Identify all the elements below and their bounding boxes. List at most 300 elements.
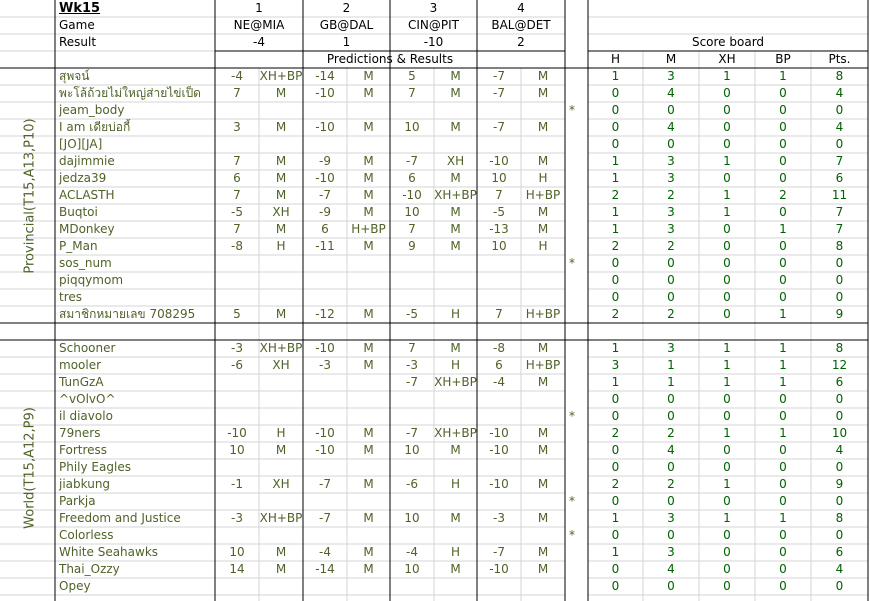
game-1-number[interactable]: 1: [255, 1, 263, 15]
game-3-outcome[interactable]: H: [450, 307, 461, 321]
score-m[interactable]: 0: [667, 528, 675, 542]
score-pts[interactable]: 8: [835, 239, 844, 253]
late-marker[interactable]: [565, 374, 579, 391]
score-m[interactable]: 2: [667, 188, 675, 202]
game-4-prediction[interactable]: -10: [489, 426, 509, 440]
game-4-prediction[interactable]: -10: [489, 154, 509, 168]
game-4-prediction[interactable]: -7: [493, 86, 505, 100]
game-4-outcome[interactable]: [521, 578, 565, 595]
score-pts[interactable]: 0: [835, 103, 844, 117]
game-4-prediction[interactable]: 10: [491, 171, 507, 185]
game-2-outcome[interactable]: [347, 391, 390, 408]
game-4-outcome[interactable]: [521, 289, 565, 306]
game-3-outcome[interactable]: M: [450, 222, 461, 236]
game-3-matchup[interactable]: CIN@PIT: [408, 18, 459, 32]
score-bp[interactable]: 0: [779, 256, 787, 270]
game-2-prediction[interactable]: [303, 578, 347, 595]
score-pts[interactable]: 0: [835, 290, 844, 304]
game-2-prediction[interactable]: -10: [315, 171, 335, 185]
score-m[interactable]: 0: [667, 290, 675, 304]
game-4-number[interactable]: 4: [517, 1, 525, 15]
game-4-outcome[interactable]: [521, 102, 565, 119]
game-4-prediction[interactable]: -5: [493, 205, 505, 219]
score-bp[interactable]: 0: [779, 545, 787, 559]
game-1-outcome[interactable]: XH: [272, 358, 290, 372]
game-1-prediction[interactable]: [215, 136, 259, 153]
game-4-outcome[interactable]: [521, 272, 565, 289]
late-marker[interactable]: [565, 272, 579, 289]
score-pts[interactable]: 4: [835, 86, 844, 100]
game-3-prediction[interactable]: [390, 136, 434, 153]
game-3-outcome[interactable]: M: [450, 171, 461, 185]
player-name[interactable]: I am เดียบ่อกี้: [59, 120, 131, 134]
game-1-outcome[interactable]: M: [275, 562, 287, 576]
score-h[interactable]: 1: [611, 205, 620, 219]
game-4-prediction[interactable]: -10: [489, 562, 509, 576]
game-1-prediction[interactable]: [215, 374, 259, 391]
game-2-prediction[interactable]: -10: [315, 426, 335, 440]
game-4-outcome[interactable]: M: [537, 477, 549, 491]
late-marker[interactable]: [565, 578, 579, 595]
score-bp[interactable]: 0: [779, 392, 787, 406]
score-xh[interactable]: 0: [723, 562, 731, 576]
score-header-bp[interactable]: BP: [775, 52, 791, 66]
late-marker[interactable]: [565, 119, 579, 136]
score-h[interactable]: 3: [611, 358, 620, 372]
score-bp[interactable]: 0: [779, 103, 787, 117]
player-name[interactable]: MDonkey: [59, 222, 115, 236]
game-2-outcome[interactable]: [347, 493, 390, 510]
game-2-outcome[interactable]: M: [363, 307, 374, 321]
game-2-prediction[interactable]: [303, 459, 347, 476]
game-1-prediction[interactable]: [215, 272, 259, 289]
game-3-outcome[interactable]: [434, 527, 477, 544]
score-bp[interactable]: 0: [779, 562, 787, 576]
player-name[interactable]: White Seahawks: [59, 545, 159, 559]
score-h[interactable]: 0: [611, 409, 620, 423]
game-2-prediction[interactable]: [303, 255, 347, 272]
player-name[interactable]: Schooner: [59, 341, 116, 355]
score-h[interactable]: 1: [611, 69, 620, 83]
game-1-prediction[interactable]: -4: [231, 69, 243, 83]
game-2-prediction[interactable]: [303, 272, 347, 289]
game-1-prediction[interactable]: [215, 493, 259, 510]
game-3-prediction[interactable]: -6: [406, 477, 418, 491]
game-3-outcome[interactable]: XH+BP: [434, 188, 477, 202]
score-pts[interactable]: 8: [835, 69, 844, 83]
game-1-outcome[interactable]: [259, 391, 303, 408]
score-bp[interactable]: 0: [779, 460, 787, 474]
late-marker[interactable]: *: [569, 103, 575, 117]
game-1-outcome[interactable]: XH: [272, 205, 290, 219]
game-2-prediction[interactable]: [303, 527, 347, 544]
game-2-prediction[interactable]: -14: [315, 69, 335, 83]
score-h[interactable]: 0: [611, 460, 620, 474]
game-2-outcome[interactable]: M: [363, 205, 374, 219]
game-3-outcome[interactable]: [434, 289, 477, 306]
score-pts[interactable]: 9: [835, 477, 844, 491]
game-4-prediction[interactable]: [477, 459, 521, 476]
game-3-outcome[interactable]: XH: [446, 154, 465, 168]
game-4-outcome[interactable]: M: [537, 120, 549, 134]
score-bp[interactable]: 1: [779, 375, 787, 389]
score-xh[interactable]: 0: [723, 579, 731, 593]
score-pts[interactable]: 4: [835, 562, 844, 576]
score-bp[interactable]: 0: [779, 120, 787, 134]
game-3-outcome[interactable]: [434, 578, 477, 595]
score-m[interactable]: 3: [667, 222, 675, 236]
game-3-outcome[interactable]: H: [450, 477, 461, 491]
game-3-prediction[interactable]: [390, 289, 434, 306]
score-h[interactable]: 1: [611, 511, 620, 525]
game-2-prediction[interactable]: -14: [315, 562, 335, 576]
game-3-prediction[interactable]: 7: [408, 222, 416, 236]
game-1-outcome[interactable]: XH+BP: [259, 511, 303, 525]
game-1-prediction[interactable]: 3: [233, 120, 241, 134]
game-1-prediction[interactable]: [215, 578, 259, 595]
score-m[interactable]: 0: [667, 460, 675, 474]
late-marker[interactable]: [565, 306, 579, 323]
score-pts[interactable]: 11: [831, 188, 848, 202]
game-1-outcome[interactable]: XH: [272, 477, 290, 491]
player-name[interactable]: 79ners: [59, 426, 101, 440]
game-2-prediction[interactable]: -10: [315, 341, 335, 355]
game-3-outcome[interactable]: M: [450, 69, 461, 83]
player-name[interactable]: Fortress: [59, 443, 108, 457]
score-xh[interactable]: 1: [723, 205, 731, 219]
game-1-prediction[interactable]: -3: [231, 341, 243, 355]
score-h[interactable]: 1: [611, 545, 620, 559]
late-marker[interactable]: [565, 170, 579, 187]
game-4-outcome[interactable]: M: [537, 205, 549, 219]
score-m[interactable]: 3: [667, 205, 675, 219]
game-1-outcome[interactable]: [259, 272, 303, 289]
score-h[interactable]: 2: [611, 307, 620, 321]
score-pts[interactable]: 0: [835, 579, 844, 593]
game-2-prediction[interactable]: [303, 289, 347, 306]
game-3-outcome[interactable]: M: [450, 443, 461, 457]
game-3-prediction[interactable]: -4: [406, 545, 418, 559]
late-marker[interactable]: [565, 204, 579, 221]
score-bp[interactable]: 1: [779, 426, 787, 440]
game-2-outcome[interactable]: M: [363, 341, 374, 355]
game-4-prediction[interactable]: [477, 578, 521, 595]
score-h[interactable]: 0: [611, 579, 620, 593]
score-bp[interactable]: 0: [779, 443, 787, 457]
game-1-outcome[interactable]: [259, 289, 303, 306]
score-bp[interactable]: 0: [779, 528, 787, 542]
game-3-outcome[interactable]: M: [450, 562, 461, 576]
score-m[interactable]: 0: [667, 494, 675, 508]
game-3-prediction[interactable]: -7: [406, 375, 418, 389]
scoreboard-title[interactable]: Score board: [691, 35, 765, 49]
game-3-outcome[interactable]: M: [450, 341, 461, 355]
score-pts[interactable]: 8: [835, 511, 844, 525]
score-h[interactable]: 1: [611, 341, 620, 355]
game-4-prediction[interactable]: [477, 289, 521, 306]
score-xh[interactable]: 1: [723, 69, 731, 83]
game-2-prediction[interactable]: -12: [315, 307, 335, 321]
score-pts[interactable]: 0: [835, 460, 844, 474]
player-name[interactable]: P_Man: [59, 239, 98, 253]
score-bp[interactable]: 0: [779, 494, 787, 508]
game-4-prediction[interactable]: 7: [495, 188, 503, 202]
score-h[interactable]: 0: [611, 103, 620, 117]
result-row-label[interactable]: Result: [59, 35, 97, 49]
game-1-outcome[interactable]: M: [275, 120, 287, 134]
game-2-outcome[interactable]: M: [363, 562, 374, 576]
player-name[interactable]: Freedom and Justice: [59, 511, 181, 525]
late-marker[interactable]: [565, 340, 579, 357]
game-2-outcome[interactable]: [347, 136, 390, 153]
score-xh[interactable]: 1: [723, 426, 731, 440]
game-1-outcome[interactable]: XH+BP: [259, 69, 303, 83]
game-3-outcome[interactable]: M: [450, 511, 461, 525]
game-1-prediction[interactable]: 7: [233, 154, 241, 168]
game-2-prediction[interactable]: -10: [315, 86, 335, 100]
game-1-outcome[interactable]: H: [276, 239, 286, 253]
game-1-outcome[interactable]: M: [275, 86, 287, 100]
game-1-prediction[interactable]: 14: [229, 562, 245, 576]
game-2-outcome[interactable]: M: [363, 358, 374, 372]
game-3-prediction[interactable]: 6: [408, 171, 416, 185]
game-3-prediction[interactable]: -7: [406, 154, 418, 168]
score-bp[interactable]: 0: [779, 290, 787, 304]
game-1-prediction[interactable]: -3: [231, 511, 243, 525]
score-pts[interactable]: 0: [835, 256, 844, 270]
game-4-outcome[interactable]: M: [537, 69, 549, 83]
score-xh[interactable]: 1: [723, 154, 731, 168]
game-3-outcome[interactable]: [434, 255, 477, 272]
late-marker[interactable]: [565, 238, 579, 255]
score-m[interactable]: 0: [667, 579, 675, 593]
late-marker[interactable]: *: [569, 256, 575, 270]
game-2-prediction[interactable]: [303, 391, 347, 408]
game-2-outcome[interactable]: M: [363, 120, 374, 134]
game-2-outcome[interactable]: [347, 408, 390, 425]
game-3-outcome[interactable]: M: [450, 120, 461, 134]
score-bp[interactable]: 0: [779, 273, 787, 287]
score-m[interactable]: 3: [667, 341, 675, 355]
game-3-prediction[interactable]: [390, 408, 434, 425]
score-h[interactable]: 0: [611, 392, 620, 406]
score-h[interactable]: 0: [611, 120, 620, 134]
game-1-outcome[interactable]: M: [275, 443, 287, 457]
game-4-prediction[interactable]: -7: [493, 120, 505, 134]
game-1-outcome[interactable]: XH+BP: [259, 341, 303, 355]
score-xh[interactable]: 0: [723, 460, 731, 474]
player-name[interactable]: Opey: [59, 579, 91, 593]
score-pts[interactable]: 7: [835, 154, 844, 168]
game-3-prediction[interactable]: 5: [408, 69, 416, 83]
score-h[interactable]: 2: [611, 188, 620, 202]
game-1-outcome[interactable]: [259, 459, 303, 476]
game-4-outcome[interactable]: [521, 527, 565, 544]
score-xh[interactable]: 0: [723, 273, 731, 287]
late-marker[interactable]: *: [569, 528, 575, 542]
game-3-number[interactable]: 3: [429, 1, 438, 15]
game-3-outcome[interactable]: H: [450, 545, 461, 559]
score-pts[interactable]: 0: [835, 528, 844, 542]
game-4-outcome[interactable]: M: [537, 511, 549, 525]
score-bp[interactable]: 1: [779, 511, 787, 525]
player-name[interactable]: sos_num: [59, 256, 112, 270]
score-xh[interactable]: 0: [723, 494, 731, 508]
game-1-outcome[interactable]: [259, 374, 303, 391]
game-4-outcome[interactable]: H+BP: [525, 358, 561, 372]
game-1-prediction[interactable]: [215, 527, 259, 544]
game-2-prediction[interactable]: [303, 136, 347, 153]
score-bp[interactable]: 0: [779, 137, 787, 151]
game-1-matchup[interactable]: NE@MIA: [233, 18, 285, 32]
score-xh[interactable]: 1: [723, 358, 731, 372]
game-2-outcome[interactable]: M: [363, 171, 374, 185]
game-4-outcome[interactable]: [521, 408, 565, 425]
game-3-prediction[interactable]: 10: [404, 562, 420, 576]
game-1-prediction[interactable]: -1: [231, 477, 243, 491]
score-pts[interactable]: 0: [835, 273, 844, 287]
player-name[interactable]: mooler: [59, 358, 102, 372]
game-4-prediction[interactable]: 10: [491, 239, 507, 253]
score-xh[interactable]: 0: [723, 239, 731, 253]
late-marker[interactable]: [565, 442, 579, 459]
game-3-outcome[interactable]: [434, 272, 477, 289]
game-1-outcome[interactable]: [259, 493, 303, 510]
game-2-outcome[interactable]: [347, 255, 390, 272]
late-marker[interactable]: *: [569, 409, 575, 423]
game-2-outcome[interactable]: M: [363, 511, 374, 525]
score-xh[interactable]: 0: [723, 103, 731, 117]
game-2-prediction[interactable]: 6: [321, 222, 329, 236]
score-bp[interactable]: 0: [779, 477, 787, 491]
player-name[interactable]: jeam_body: [59, 103, 125, 117]
score-h[interactable]: 0: [611, 528, 620, 542]
game-3-prediction[interactable]: -10: [402, 188, 422, 202]
game-1-outcome[interactable]: [259, 527, 303, 544]
game-2-prediction[interactable]: -7: [319, 188, 331, 202]
game-1-prediction[interactable]: 5: [233, 307, 241, 321]
game-4-outcome[interactable]: H+BP: [525, 188, 561, 202]
score-pts[interactable]: 8: [835, 341, 844, 355]
score-header-h[interactable]: H: [610, 52, 621, 66]
game-1-prediction[interactable]: [215, 102, 259, 119]
game-2-outcome[interactable]: M: [363, 86, 374, 100]
game-1-prediction[interactable]: -6: [231, 358, 243, 372]
game-2-outcome[interactable]: M: [363, 188, 374, 202]
game-1-outcome[interactable]: M: [275, 545, 287, 559]
player-name[interactable]: Thai_Ozzy: [59, 562, 120, 576]
game-4-prediction[interactable]: [477, 102, 521, 119]
game-2-prediction[interactable]: [303, 493, 347, 510]
player-name[interactable]: Parkja: [59, 494, 96, 508]
score-pts[interactable]: 6: [835, 375, 844, 389]
late-marker[interactable]: [565, 459, 579, 476]
game-3-prediction[interactable]: -3: [406, 358, 418, 372]
score-m[interactable]: 1: [667, 375, 675, 389]
score-m[interactable]: 3: [667, 171, 675, 185]
player-name[interactable]: il diavolo: [59, 409, 113, 423]
game-1-prediction[interactable]: 7: [233, 222, 241, 236]
game-2-outcome[interactable]: [347, 374, 390, 391]
game-4-prediction[interactable]: [477, 136, 521, 153]
late-marker[interactable]: [565, 136, 579, 153]
score-xh[interactable]: 0: [723, 409, 731, 423]
game-2-outcome[interactable]: [347, 102, 390, 119]
score-pts[interactable]: 0: [835, 494, 844, 508]
score-xh[interactable]: 0: [723, 86, 731, 100]
game-3-prediction[interactable]: [390, 391, 434, 408]
game-4-prediction[interactable]: [477, 408, 521, 425]
score-bp[interactable]: 0: [779, 409, 787, 423]
game-3-prediction[interactable]: 10: [404, 443, 420, 457]
late-marker[interactable]: [565, 85, 579, 102]
game-3-outcome[interactable]: [434, 459, 477, 476]
game-1-outcome[interactable]: [259, 408, 303, 425]
game-4-outcome[interactable]: M: [537, 341, 549, 355]
game-4-prediction[interactable]: -4: [493, 375, 505, 389]
game-1-prediction[interactable]: [215, 459, 259, 476]
score-h[interactable]: 0: [611, 443, 620, 457]
score-xh[interactable]: 0: [723, 137, 731, 151]
game-1-prediction[interactable]: -5: [231, 205, 243, 219]
score-xh[interactable]: 1: [723, 511, 731, 525]
game-4-outcome[interactable]: M: [537, 443, 549, 457]
game-4-outcome[interactable]: H: [538, 239, 548, 253]
game-4-outcome[interactable]: M: [537, 86, 549, 100]
game-4-outcome[interactable]: H: [538, 171, 548, 185]
score-xh[interactable]: 1: [723, 341, 731, 355]
game-1-prediction[interactable]: 10: [229, 545, 245, 559]
game-1-outcome[interactable]: [259, 255, 303, 272]
score-xh[interactable]: 0: [723, 443, 731, 457]
game-3-prediction[interactable]: -7: [406, 426, 418, 440]
player-name[interactable]: ^vOlvO^: [59, 392, 116, 406]
late-marker[interactable]: [565, 357, 579, 374]
score-xh[interactable]: 0: [723, 171, 731, 185]
game-4-outcome[interactable]: M: [537, 545, 549, 559]
score-xh[interactable]: 0: [723, 222, 731, 236]
score-pts[interactable]: 9: [835, 307, 844, 321]
game-4-prediction[interactable]: -10: [489, 443, 509, 457]
game-3-prediction[interactable]: 10: [404, 205, 420, 219]
game-4-prediction[interactable]: [477, 391, 521, 408]
game-2-outcome[interactable]: M: [363, 545, 374, 559]
score-pts[interactable]: 10: [831, 426, 848, 440]
game-4-outcome[interactable]: M: [537, 562, 549, 576]
score-xh[interactable]: 1: [723, 477, 731, 491]
score-h[interactable]: 1: [611, 222, 620, 236]
late-marker[interactable]: *: [569, 494, 575, 508]
week-label[interactable]: Wk15: [59, 1, 101, 16]
player-name[interactable]: piqqymom: [59, 273, 124, 287]
score-m[interactable]: 4: [667, 86, 675, 100]
game-2-number[interactable]: 2: [342, 1, 351, 15]
game-4-prediction[interactable]: [477, 527, 521, 544]
score-m[interactable]: 4: [667, 443, 675, 457]
game-1-outcome[interactable]: M: [275, 188, 287, 202]
player-name[interactable]: [JO][JA]: [59, 137, 103, 151]
game-2-outcome[interactable]: H+BP: [351, 222, 386, 236]
game-2-prediction[interactable]: -10: [315, 120, 335, 134]
game-1-prediction[interactable]: [215, 255, 259, 272]
score-pts[interactable]: 4: [835, 120, 844, 134]
score-h[interactable]: 1: [611, 171, 620, 185]
score-m[interactable]: 2: [667, 477, 675, 491]
game-4-matchup[interactable]: BAL@DET: [491, 18, 551, 32]
game-1-outcome[interactable]: M: [275, 222, 287, 236]
score-bp[interactable]: 1: [779, 341, 787, 355]
player-name[interactable]: tres: [59, 290, 83, 304]
